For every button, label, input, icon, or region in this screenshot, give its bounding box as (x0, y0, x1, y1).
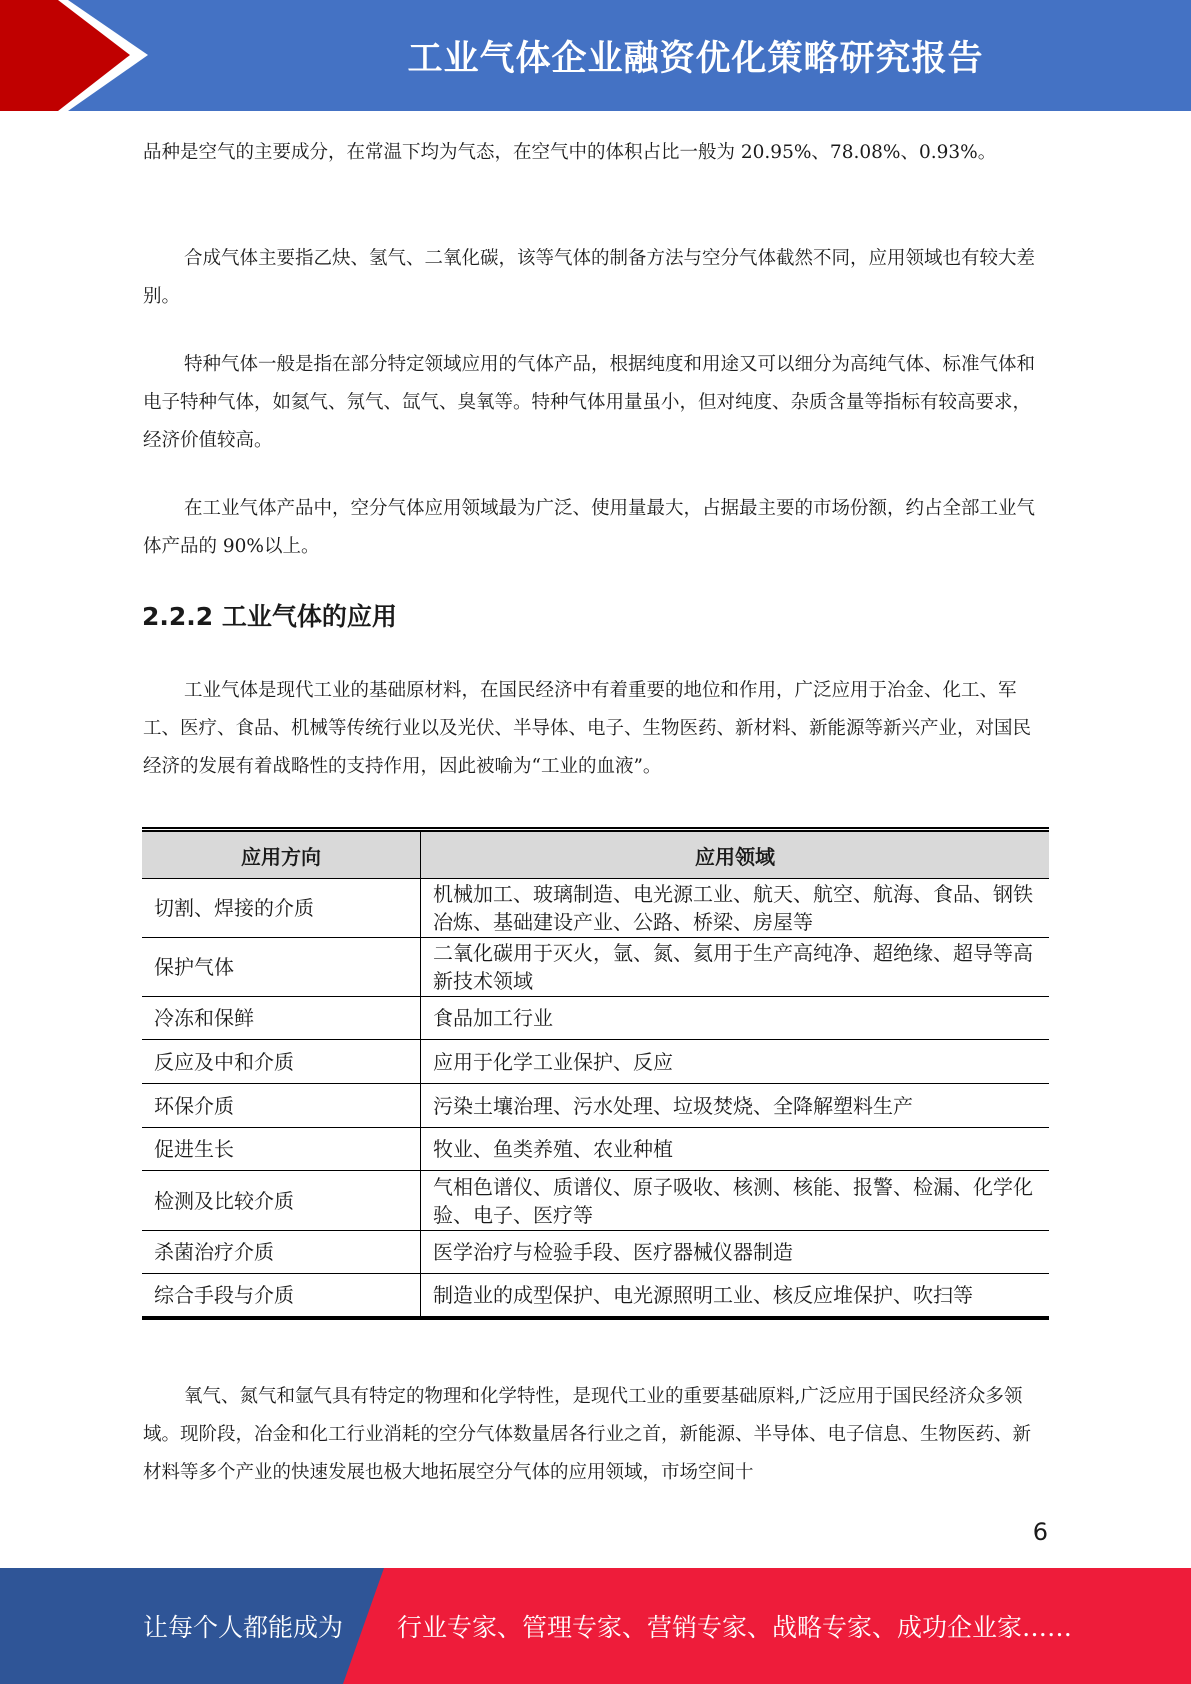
paragraph-intro (143, 672, 1049, 786)
report-title: 工业气体企业融资优化策略研究报告 (407, 38, 984, 79)
table-row (142, 1171, 1049, 1231)
paragraph-market-share (143, 490, 1049, 566)
table-cell-field: 应用于化学工业保护、反应 (421, 1040, 1050, 1084)
paragraph-closing (143, 1378, 1049, 1492)
paragraph-text: 在工业气体产品中，空分气体应用领域最为广泛、使用量最大，占据最主要的市场份额，约占全部工业气体产品的 90%以上。 (143, 498, 1036, 557)
table-cell-field: 机械加工、玻璃制造、电光源工业、航天、航空、航海、食品、钢铁冶炼、基础建设产业、公路、桥梁、房屋等 (421, 879, 1050, 938)
table-cell-field: 牧业、鱼类养殖、农业种植 (421, 1128, 1050, 1171)
application-table (142, 827, 1049, 1320)
table-cell-direction: 促进生长 (142, 1128, 421, 1171)
table-cell-field: 制造业的成型保护、电光源照明工业、核反应堆保护、吹扫等 (421, 1274, 1050, 1318)
paragraph-continued (143, 134, 1049, 172)
table-cell-field: 污染土壤治理、污水处理、垃圾焚烧、全降解塑料生产 (421, 1084, 1050, 1128)
page-header (0, 0, 1191, 111)
table-cell-direction: 综合手段与介质 (142, 1274, 421, 1318)
table-cell-direction: 保护气体 (142, 938, 421, 997)
paragraph-text: 品种是空气的主要成分，在常温下均为气态，在空气中的体积占比一般为 20.95%、78.08%、0.93%。 (143, 142, 997, 163)
page-footer (0, 1568, 1191, 1684)
table-row (142, 1231, 1049, 1274)
section-heading: 2.2.2 工业气体的应用 (142, 602, 397, 631)
table-header-cell: 应用领域 (421, 830, 1050, 879)
paragraph-text: 氧气、氮气和氩气具有特定的物理和化学特性，是现代工业的重要基础原料,广泛应用于国民经济众多领域。现阶段，冶金和化工行业消耗的空分气体数量居各行业之首，新能源、半导体、电子信息、生物医药、新材料等多个产业的快速发展也极大地拓展空分气体的应用领域，市场空间十 (143, 1386, 1032, 1483)
footer-slogan-left: 让每个人都能成为 (143, 1613, 344, 1642)
table-row (142, 1128, 1049, 1171)
table-cell-direction: 环保介质 (142, 1084, 421, 1128)
paragraph-special-gas (143, 346, 1049, 460)
table-row (142, 997, 1049, 1040)
paragraph-text: 特种气体一般是指在部分特定领域应用的气体产品，根据纯度和用途又可以细分为高纯气体、标准气体和电子特种气体，如氦气、氖气、氙气、臭氧等。特种气体用量虽小，但对纯度、杂质含量等指标有较高要求，经济价值较高。 (143, 354, 1036, 451)
table-cell-field: 气相色谱仪、质谱仪、原子吸收、核测、核能、报警、检漏、化学化验、电子、医疗等 (421, 1171, 1050, 1231)
table-row (142, 1084, 1049, 1128)
table-cell-field: 食品加工行业 (421, 997, 1050, 1040)
table-row (142, 879, 1049, 938)
paragraph-synthetic-gas (143, 240, 1049, 316)
table-cell-direction: 检测及比较介质 (142, 1171, 421, 1231)
table-cell-direction: 切割、焊接的介质 (142, 879, 421, 938)
table-row (142, 938, 1049, 997)
table-header-row (142, 830, 1049, 879)
table-row (142, 1040, 1049, 1084)
footer-slogan-right: 行业专家、管理专家、营销专家、战略专家、成功企业家…… (397, 1613, 1073, 1642)
paragraph-text: 合成气体主要指乙炔、氢气、二氧化碳，该等气体的制备方法与空分气体截然不同，应用领域也有较大差别。 (143, 248, 1036, 307)
table-cell-direction: 杀菌治疗介质 (142, 1231, 421, 1274)
table-cell-field: 二氧化碳用于灭火，氩、氮、氦用于生产高纯净、超绝缘、超导等高新技术领域 (421, 938, 1050, 997)
table-row (142, 1274, 1049, 1318)
page-number: 6 (1032, 1518, 1048, 1546)
table-cell-direction: 冷冻和保鲜 (142, 997, 421, 1040)
table-cell-field: 医学治疗与检验手段、医疗器械仪器制造 (421, 1231, 1050, 1274)
table-header-cell: 应用方向 (142, 830, 421, 879)
table-cell-direction: 反应及中和介质 (142, 1040, 421, 1084)
paragraph-text: 工业气体是现代工业的基础原材料，在国民经济中有着重要的地位和作用，广泛应用于冶金、化工、军工、医疗、食品、机械等传统行业以及光伏、半导体、电子、生物医药、新材料、新能源等新兴产业，对国民经济的发展有着战略性的支持作用，因此被喻为“工业的血液”。 (143, 680, 1032, 777)
